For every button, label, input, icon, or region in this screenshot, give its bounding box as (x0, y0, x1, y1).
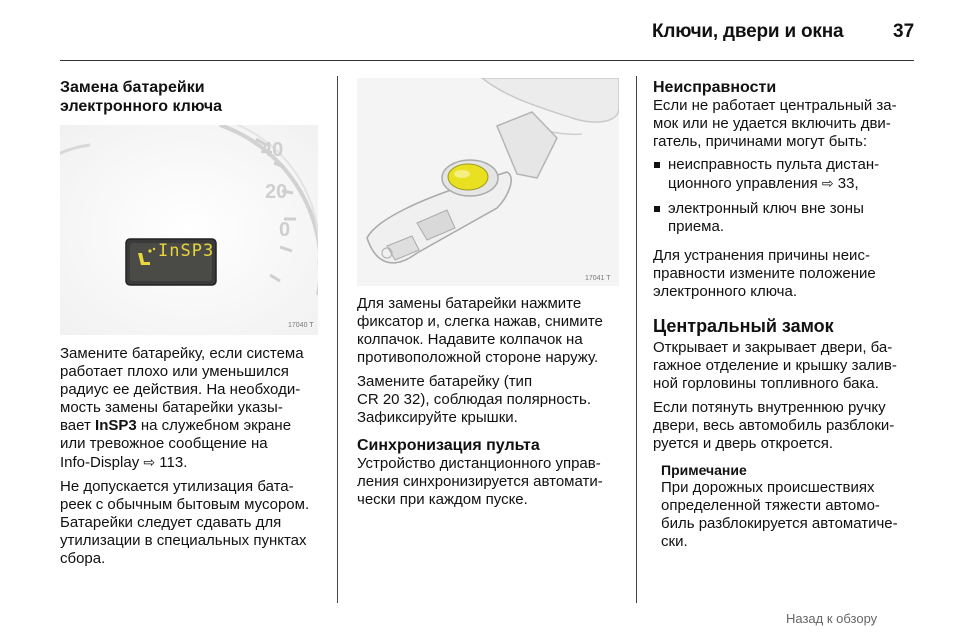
reference-arrow-icon: ⇨ (143, 454, 156, 470)
speed-tick-20: 20 (265, 181, 288, 203)
page-ref-33[interactable]: 33, (837, 175, 859, 192)
column-divider-2 (636, 76, 637, 603)
note-title: Примечание (661, 462, 747, 478)
speed-tick-0: 0 (279, 219, 291, 241)
left-para1-line1: Замените батарейку, если система (60, 345, 304, 362)
right-para4-line2: двери, весь автомобиль разблоки- (653, 417, 895, 434)
left-para2-line5: сбора. (60, 550, 106, 567)
middle-body (357, 295, 629, 509)
battery-heading-line1: Замена батарейки (60, 79, 205, 96)
left-para1-line7[interactable] (60, 453, 328, 472)
left-para2-line2: реек с обычным бытовым мусором. (60, 496, 310, 513)
left-column (60, 78, 328, 116)
bullet-item-remote-fault (653, 156, 921, 193)
note-line2: определенной тяжести автомо- (661, 497, 880, 514)
mid-para2-line3: Зафиксируйте крышки. (357, 409, 518, 426)
bullet2-line1: электронный ключ вне зоны (668, 200, 864, 217)
mid-para1-line2: фиксатор и, слегка нажав, снимите (357, 313, 603, 330)
bullet1-line2[interactable] (668, 174, 921, 193)
right-para1-line3: гатель, причинами могут быть: (653, 133, 868, 150)
bullet2-line2: приема. (668, 218, 725, 235)
left-para2-line4: утилизации в специальных пунктах (60, 532, 307, 549)
mid-para3-line2: ления синхронизируется автомати- (357, 473, 603, 490)
mid-para1-line1: Для замены батарейки нажмите (357, 295, 582, 312)
central-lock-heading: Центральный замок (653, 316, 834, 336)
left-para1-line5-pre: вает (60, 417, 96, 434)
note-line1: При дорожных происшествиях (661, 479, 875, 496)
right-para1-line2: мок или не удается включить дви- (653, 115, 891, 132)
right-para3-line1: Открывает и закрывает двери, ба- (653, 339, 893, 356)
header-divider (60, 60, 914, 61)
note-box (653, 461, 921, 551)
left-para1-line4: мость замены батарейки указы- (60, 399, 283, 416)
page-number: 37 (893, 21, 915, 42)
mid-para3-line3: чески при каждом пуске. (357, 491, 528, 508)
left-para1-line5 (60, 417, 328, 435)
left-para1-line3: радиус ее действия. На необходи- (60, 381, 301, 398)
mid-para2-line2: CR 20 32), соблюдая полярность. (357, 391, 592, 408)
left-para2-line3: Батарейки следует сдавать для (60, 514, 282, 531)
mid-para3-line1: Устройство дистанционного управ- (357, 455, 601, 472)
note-line3: биль разблокируется автоматиче- (661, 515, 898, 532)
note-line4: ски. (661, 533, 688, 550)
right-para2-line3: электронного ключа. (653, 283, 797, 300)
page-ref-113[interactable]: 113. (159, 454, 188, 471)
page-header-title: Ключи, двери и окна (652, 21, 844, 42)
key-battery-figure (357, 78, 619, 286)
mid-para1-line4: противоположной стороне наружу. (357, 349, 599, 366)
right-para2-line2: правности измените положение (653, 265, 876, 282)
left-para2-line1: Не допускается утилизация бата- (60, 478, 294, 495)
left-para1-line2: работает плохо или уменьшился (60, 363, 289, 380)
figure-label-17041: 17041 T (585, 275, 611, 282)
insp3-display-text: InSP3 (158, 241, 215, 261)
bullet1-line1: неисправность пульта дистан- (668, 156, 880, 173)
right-para3-line2: гажное отделение и крышку залив- (653, 357, 897, 374)
insp3-inline-code: InSP3 (95, 417, 137, 434)
figure-label-17040: 17040 T (288, 322, 314, 329)
mid-para2-line1: Замените батарейку (тип (357, 373, 533, 390)
bullet1-line2-pre: ционного управления (668, 175, 822, 192)
speed-tick-40: 40 (261, 139, 284, 161)
battery-heading-line2: электронного ключа (60, 98, 223, 115)
back-to-overview-link[interactable]: Назад к обзору (786, 611, 878, 626)
sync-heading: Синхронизация пульта (357, 437, 540, 454)
right-para2-line1: Для устранения причины неис- (653, 247, 870, 264)
left-para1-line6: или тревожное сообщение на (60, 435, 268, 452)
reference-arrow-icon: ⇨ (821, 175, 834, 191)
left-para1-line5-post: на служебном экране (136, 417, 292, 434)
bullet-item-out-of-range (653, 200, 921, 236)
right-para3-line3: ной горловины топливного бака. (653, 375, 879, 392)
right-column (653, 78, 921, 551)
right-para1-line1: Если не работает центральный за- (653, 97, 897, 114)
instrument-cluster-figure (60, 125, 318, 335)
left-para1-line7-pre: Info-Display (60, 454, 144, 471)
column-divider-1 (337, 76, 338, 603)
right-para4-line1: Если потянуть внутреннюю ручку (653, 399, 886, 416)
right-para4-line3: руется и дверь откроется. (653, 435, 834, 452)
left-body (60, 345, 328, 568)
faults-heading: Неисправности (653, 79, 777, 96)
mid-para1-line3: колпачок. Надавите колпачок на (357, 331, 583, 348)
